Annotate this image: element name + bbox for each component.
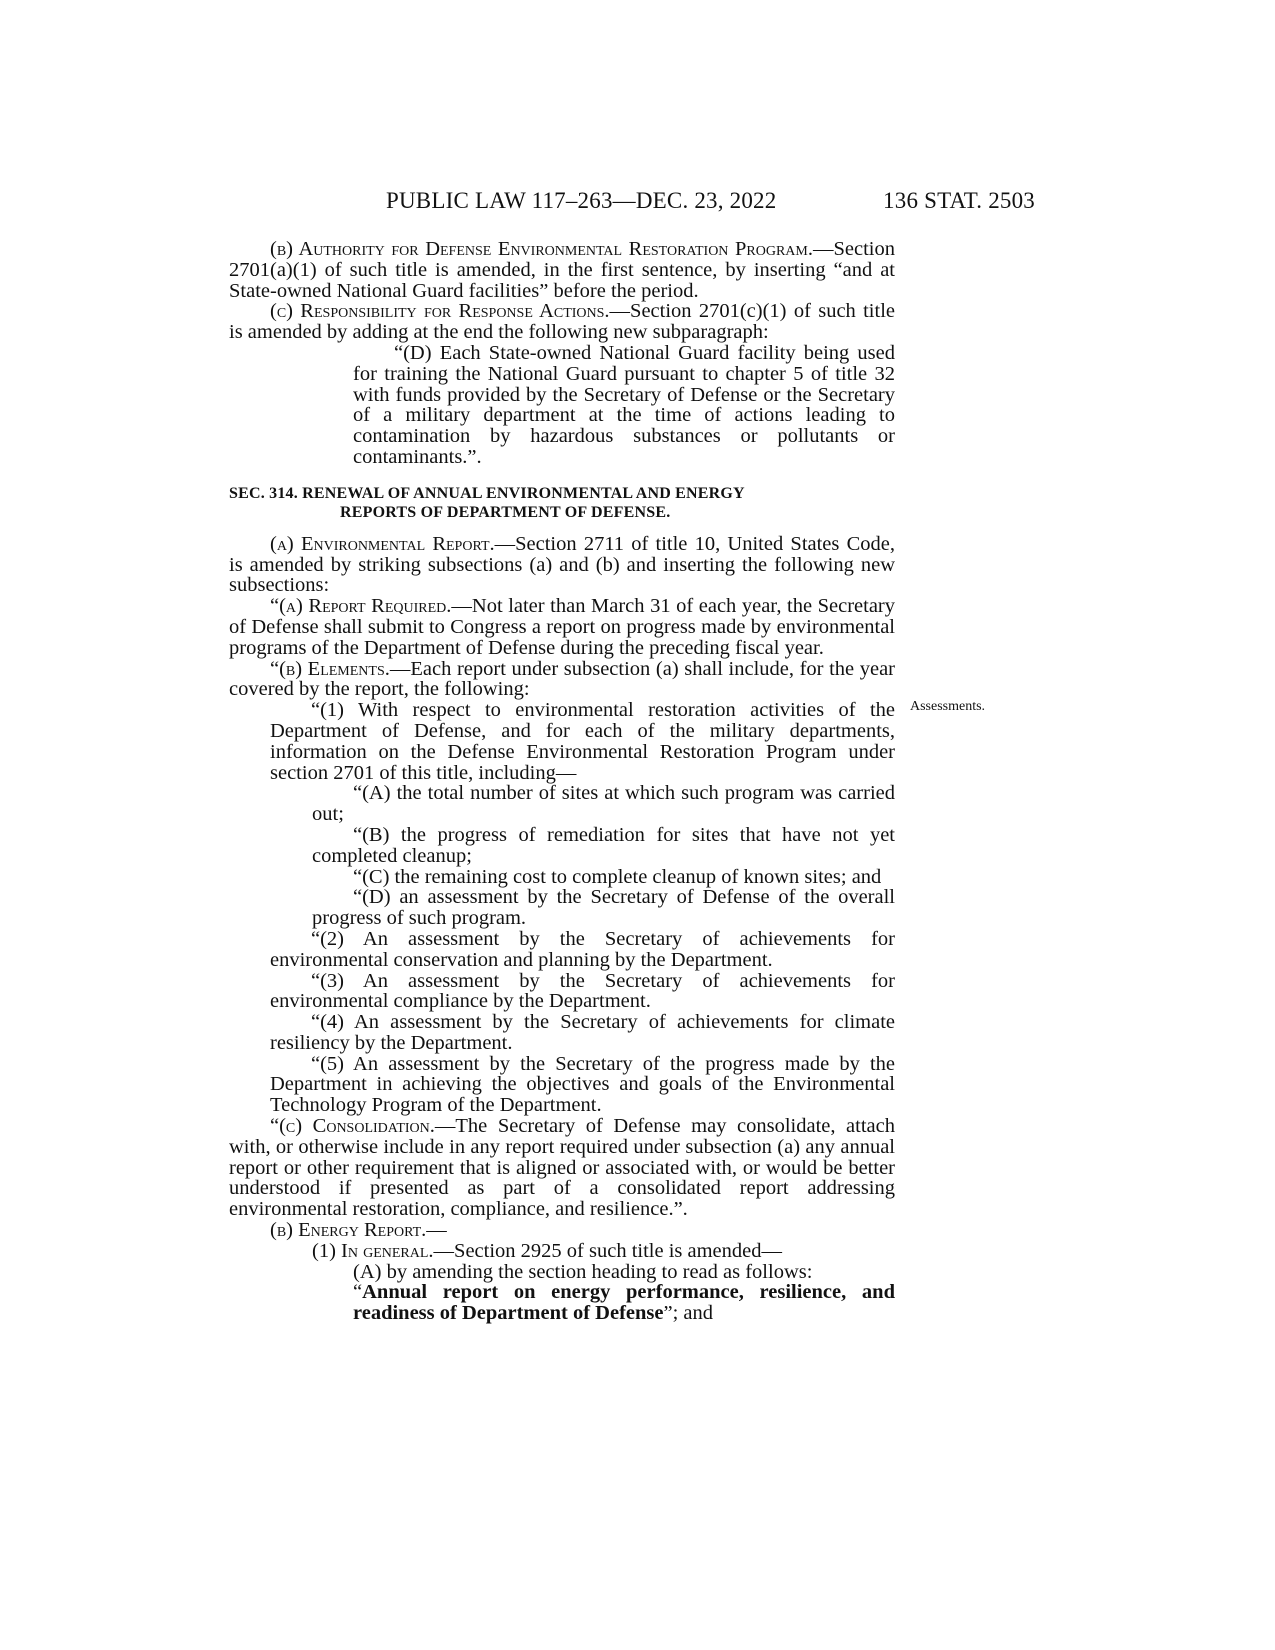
heading-open-quote: “ (353, 1281, 363, 1304)
element-3: “(3) An assessment by the Secretary of achievements for environmental compliance by the Department. (270, 969, 895, 1013)
paragraph-b-text: —Section 2701(a)(1) of such title is amended, in the first sentence, by inserting “and at State-owned National Guard facilities” before the period. (229, 238, 895, 302)
elements-heading: “(b) Elements. (270, 657, 390, 680)
energy-report-heading: (b) Energy Report. (270, 1219, 427, 1242)
subsection-a-report-required (229, 596, 895, 658)
subsection-b-elements (229, 659, 895, 701)
energy-report-dash: — (426, 1219, 447, 1242)
paragraph-c-text: —Section 2701(c)(1) of such title is amended by adding at the end the following new subparagraph: (229, 300, 895, 344)
paragraph-1-in-general (229, 1241, 895, 1262)
paragraph-c-heading: (c) Responsibility for Response Actions. (270, 300, 610, 323)
consolidation-heading: “(c) Consolidation. (270, 1115, 435, 1138)
running-header-title: PUBLIC LAW 117–263—DEC. 23, 2022 (386, 188, 777, 213)
quoted-subparagraph-d: “(D) Each State-owned National Guard facility being used for training the National Guard pursuant to chapter 5 of title 32 with funds provided by the Secretary of Defense or the Secretary of a military department at the time of actions leading to contamination by hazardous substances or pollutants or contaminants.”. (353, 341, 895, 468)
paragraph-b-energy-report (229, 1220, 895, 1241)
section-314-heading-line1: SEC. 314. RENEWAL OF ANNUAL ENVIRONMENTAL AND ENERGY (229, 484, 745, 502)
element-1-B: “(B) the progress of remediation for sites that have not yet completed cleanup; (312, 823, 895, 867)
element-2: “(2) An assessment by the Secretary of achievements for environmental conservation and planning by the Department. (270, 927, 895, 971)
element-1-D: “(D) an assessment by the Secretary of Defense of the overall progress of such program. (312, 886, 895, 930)
main-text (229, 239, 895, 1324)
element-1: “(1) With respect to environmental restoration activities of the Department of Defense, and for each of the military departments, information on the Defense Environmental Restoration Program under section 2701 of this title, including— (270, 699, 895, 784)
heading-close-quote: ”; and (663, 1302, 714, 1325)
report-required-text: —Not later than March 31 of each year, the Secretary of Defense shall submit to Congress a report on progress made by environmental programs of the Department of Defense during the preceding fiscal year. (229, 595, 895, 659)
elements-text: —Each report under subsection (a) shall include, for the year covered by the report, the following: (229, 657, 895, 701)
in-general-heading: (1) In general. (312, 1239, 434, 1262)
section-314-heading-line2: REPORTS OF DEPARTMENT OF DEFENSE. (340, 503, 671, 521)
paragraph-c-responsibility (229, 301, 895, 343)
paragraph-b-authority (229, 239, 895, 301)
element-4: “(4) An assessment by the Secretary of achievements for climate resiliency by the Department. (270, 1011, 895, 1054)
environmental-report-heading: (a) Environmental Report. (270, 532, 495, 555)
in-general-text: —Section 2925 of such title is amended— (433, 1239, 782, 1262)
page-stat-number: 136 STAT. 2503 (883, 188, 1035, 213)
report-required-heading: “(a) Report Required. (270, 595, 452, 618)
element-5: “(5) An assessment by the Secretary of the progress made by the Department in achieving the objectives and goals of the Environmental Technology Program of the Department. (270, 1052, 895, 1117)
paragraph-b-heading: (b) Authority for Defense Environmental Restoration Program. (270, 238, 813, 260)
element-1-C: “(C) the remaining cost to complete cleanup of known sites; and (353, 865, 882, 888)
quoted-section-heading (229, 1282, 895, 1324)
amendment-A: (A) by amending the section heading to read as follows: (353, 1260, 813, 1283)
margin-note-assessments: Assessments. (910, 699, 986, 714)
section-314-heading (229, 484, 895, 522)
paragraph-a-environmental-report (229, 534, 895, 596)
new-section-heading: Annual report on energy performance, resilience, and readiness of Department of Defense (353, 1281, 895, 1325)
element-1-A: “(A) the total number of sites at which such program was carried out; (312, 782, 895, 826)
consolidation-text: —The Secretary of Defense may consolidate, attach with, or otherwise include in any report required under subsection (a) any annual report or other requirement that is aligned or associated with, or would be better understood if presented as part of a consolidated report addressing environmental restoration, compliance, and resilience.”. (229, 1115, 895, 1221)
subsection-c-consolidation (229, 1116, 895, 1220)
environmental-report-text: —Section 2711 of title 10, United States Code, is amended by striking subsections (a) and (b) and inserting the following new subsections: (229, 532, 895, 597)
